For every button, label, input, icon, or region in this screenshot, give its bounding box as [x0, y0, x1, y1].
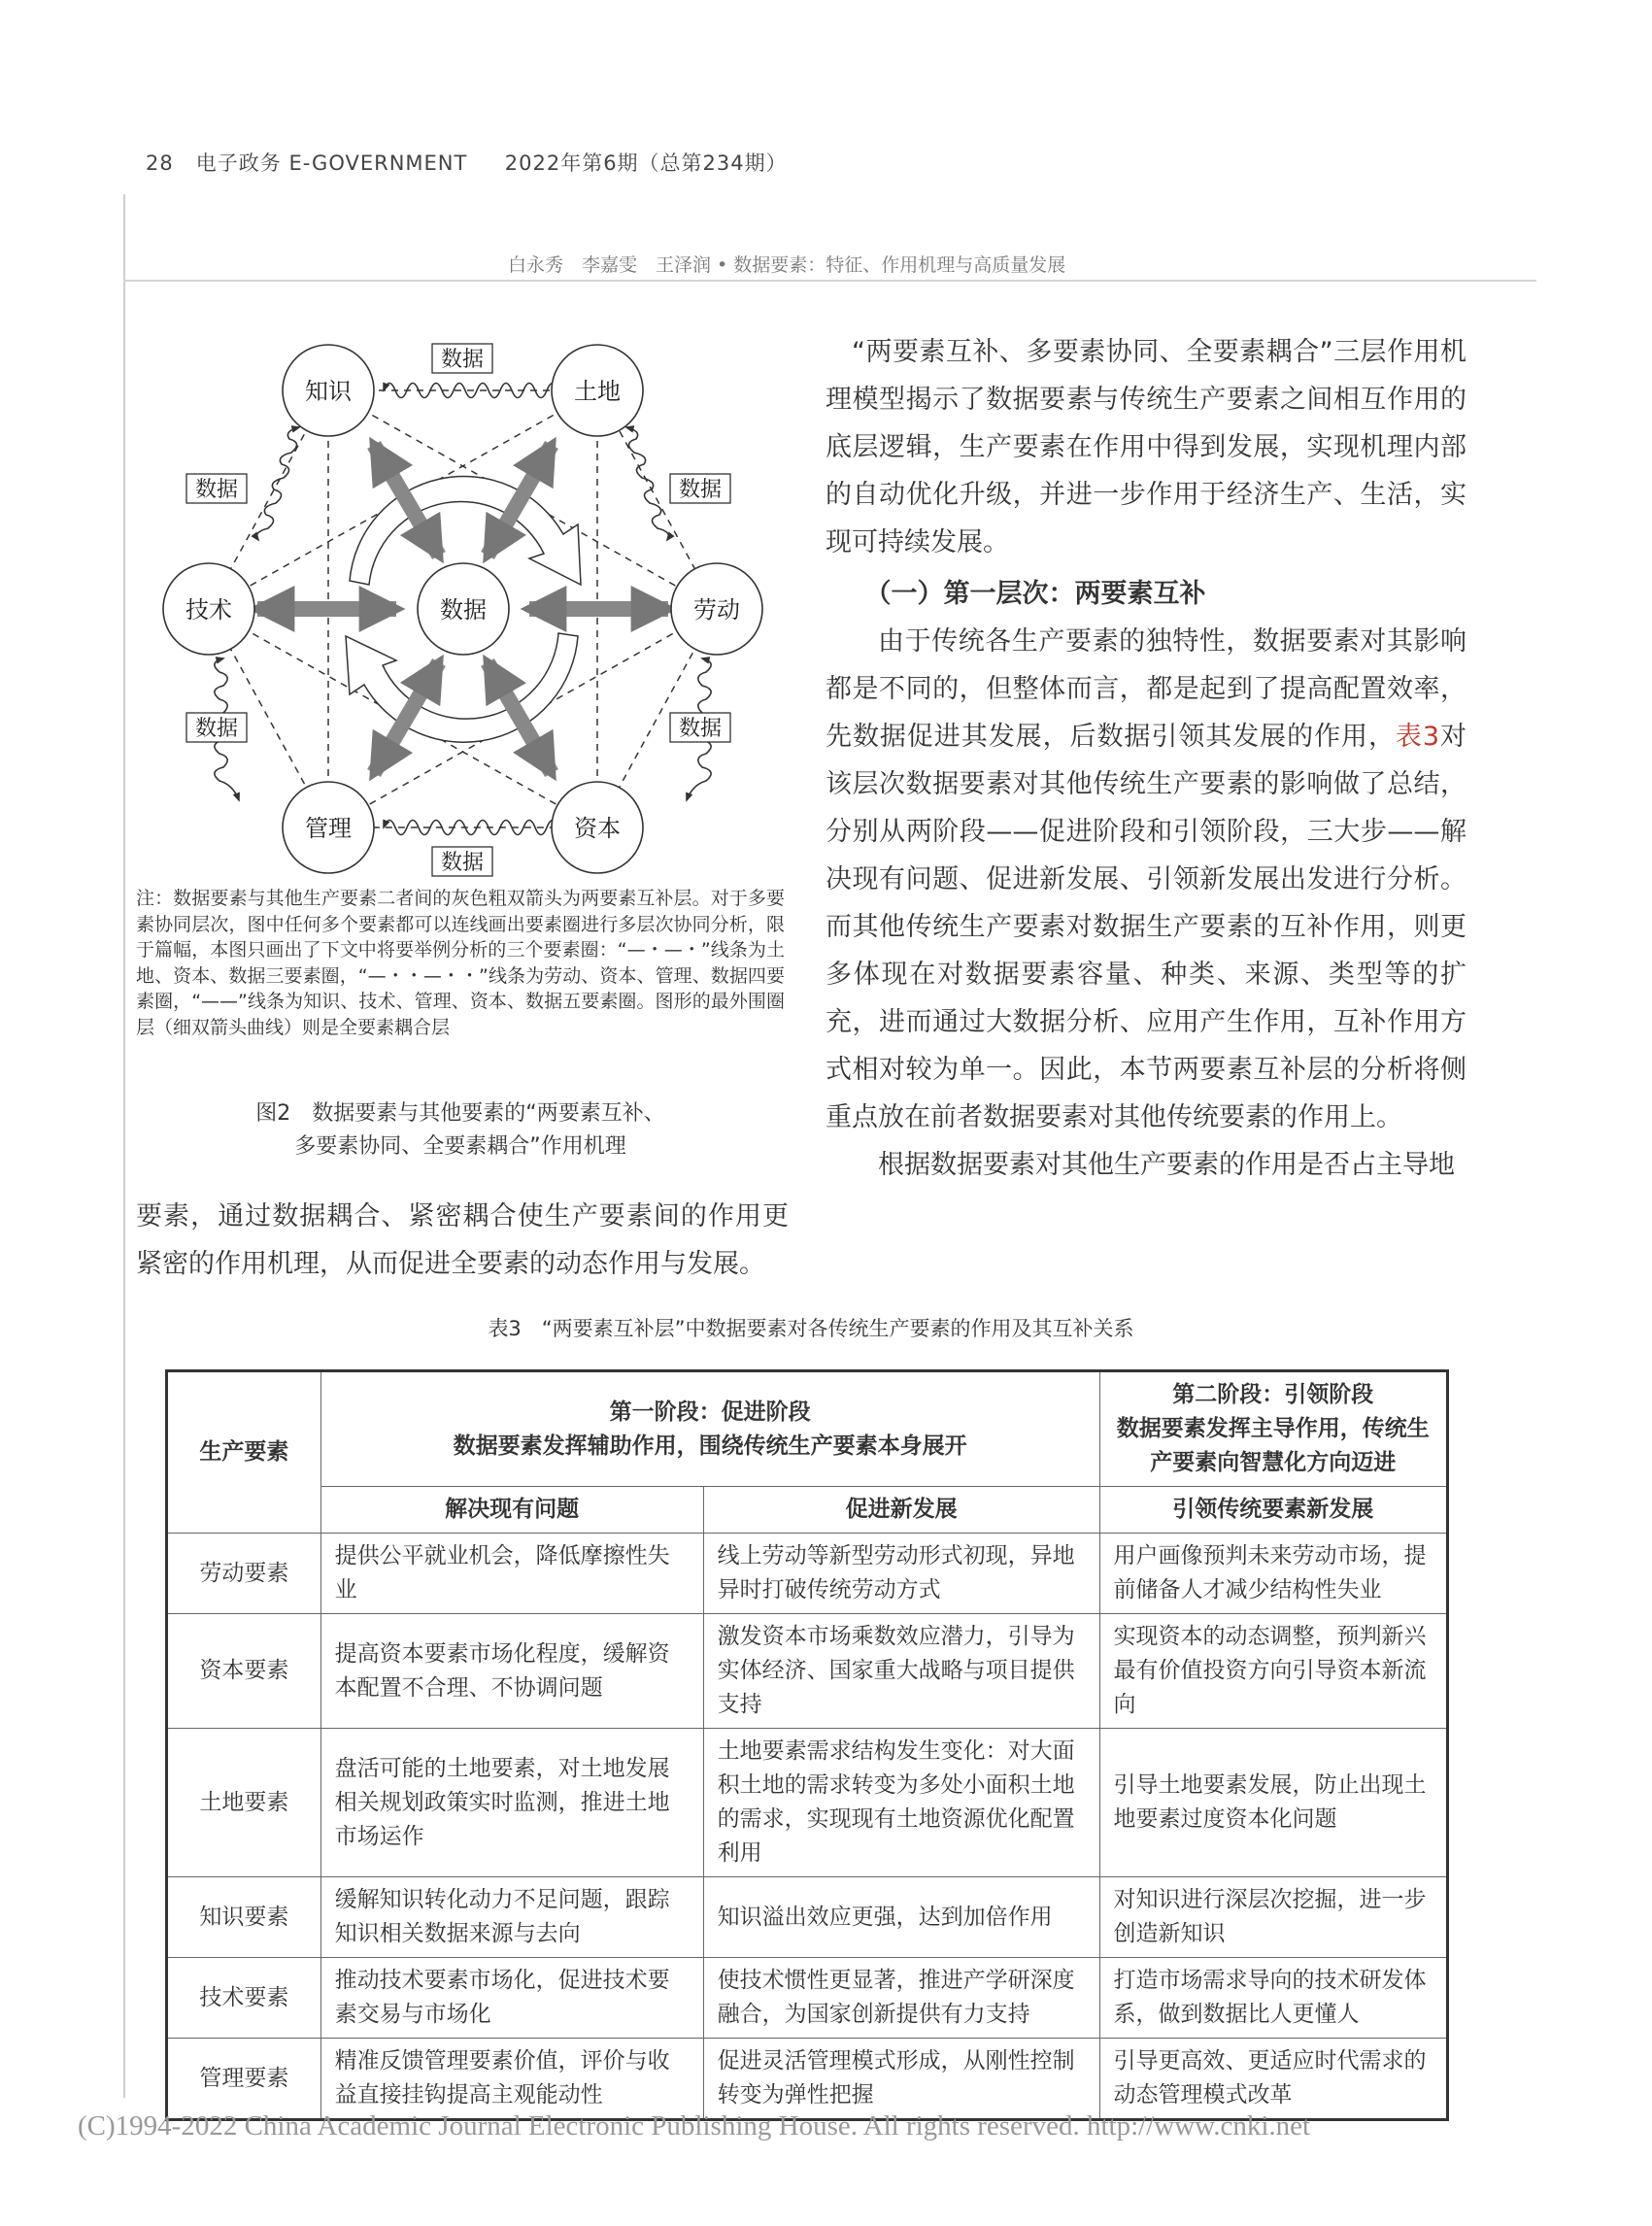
section-heading: （一）第一层次：两要素互补	[864, 579, 1206, 609]
table-row	[167, 1614, 1448, 1729]
header-stage1	[320, 1371, 1099, 1487]
stage2-title: 第二阶段：引领阶段	[1172, 1382, 1374, 1407]
header-lead-development: 引领传统要素新发展	[1099, 1487, 1448, 1534]
svg-text:知识: 知识	[305, 378, 352, 405]
row-factor: 知识要素	[167, 1877, 321, 1958]
cell-lead: 引导更高效、更适应时代需求的动态管理模式改革	[1099, 2039, 1448, 2120]
right-column	[826, 328, 1467, 1189]
copyright-footer: (C)1994-2022 China Academic Journal Electronic Publishing House. All rights reserved. http://www.cnki.net	[78, 2110, 1311, 2142]
page-header	[146, 148, 788, 177]
table-3	[165, 1369, 1449, 2121]
table-row	[167, 1534, 1448, 1614]
cell-solve: 提供公平就业机会，降低摩擦性失业	[320, 1534, 703, 1614]
svg-text:技术: 技术	[185, 596, 232, 624]
table-reference-link[interactable]: 表3	[1395, 722, 1440, 752]
stage1-title: 第一阶段：促进阶段	[609, 1399, 811, 1425]
edge-label-upper-right	[670, 474, 730, 503]
edge-label-lower-left	[186, 713, 247, 742]
svg-text:数据: 数据	[194, 717, 239, 741]
table-row	[167, 2039, 1448, 2120]
header-rule	[123, 280, 1536, 282]
cell-solve: 精准反馈管理要素价值，评价与收益直接挂钩提高主观能动性	[320, 2039, 703, 2120]
cell-promote: 线上劳动等新型劳动形式初现，异地异时打破传统劳动方式	[703, 1534, 1099, 1614]
p2-text-b: 对该层次数据要素对其他传统生产要素的影响做了总结，分别从两阶段——促进阶段和引领阶段，三大步——解决现有问题、促进新发展、引领新发展出发进行分析。而其他传统生产要素对数据生产要素的互补作用，则更多体现在对数据要素容量、种类、来源、类型等的扩充，进而通过大数据分析、应用产生作用，互补作用方式相对较为单一。因此，本节两要素互补层的分析将侧重点放在前者数据要素对其他传统要素的作用上。	[826, 722, 1467, 1132]
header-stage2	[1099, 1371, 1448, 1487]
mechanism-diagram	[136, 330, 796, 884]
cell-promote: 使技术惯性更显著，推进产学研深度融合，为国家创新提供有力支持	[703, 1958, 1099, 2039]
cell-lead: 用户画像预判未来劳动市场，提前储备人才减少结构性失业	[1099, 1534, 1448, 1614]
cell-lead: 打造市场需求导向的技术研发体系，做到数据比人更懂人	[1099, 1958, 1448, 2039]
node-land	[552, 345, 643, 436]
page-number: 28	[146, 152, 174, 175]
table-caption: 表3 “两要素互补层”中数据要素对各传统生产要素的作用及其互补关系	[488, 1317, 1134, 1340]
left-rule	[123, 194, 125, 2098]
cell-solve: 盘活可能的土地要素，对土地发展相关规划政策实时监测，推进土地市场运作	[320, 1729, 703, 1877]
cell-lead: 实现资本的动态调整，预判新兴最有价值投资方向引导资本新流向	[1099, 1614, 1448, 1729]
svg-text:劳动: 劳动	[693, 596, 740, 624]
edge-label-top	[432, 344, 492, 373]
svg-text:数据: 数据	[678, 478, 723, 502]
figure-note: 注：数据要素与其他生产要素二者间的灰色粗双箭头为两要素互补层。对于多要素协同层次，图中任何多个要素都可以连线画出要素圈进行多层次协同分析，限于篇幅，本图只画出了下文中将要举例分析的三个要素圈：“—・—・”线条为土地、资本、数据三要素圈，“—・・—・・”线条为劳动、资本、管理、数据四要素圈，“——”线条为知识、技术、管理、资本、数据五要素圈。图形的最外围圈层（细双箭头曲线）则是全要素耦合层	[136, 888, 785, 1038]
stage1-subtitle: 数据要素发挥辅助作用，围绕传统生产要素本身展开	[453, 1433, 967, 1459]
table-row	[167, 1877, 1448, 1958]
figure-caption	[136, 1097, 785, 1164]
cell-promote: 知识溢出效应更强，达到加倍作用	[703, 1877, 1099, 1958]
cell-promote: 土地要素需求结构发生变化：对大面积土地的需求转变为多处小面积土地的需求，实现现有土地资源优化配置利用	[703, 1729, 1099, 1877]
cell-solve: 提高资本要素市场化程度，缓解资本配置不合理、不协调问题	[320, 1614, 703, 1729]
right-paragraph-2	[826, 618, 1467, 1141]
svg-text:数据: 数据	[440, 851, 485, 875]
table-row	[167, 1958, 1448, 2039]
right-paragraph-1: “两要素互补、多要素协同、全要素耦合”三层作用机理模型揭示了数据要素与传统生产要素之间相互作用的底层逻辑，生产要素在作用中得到发展，实现机理内部的自动优化升级，并进一步作用于经济生产、生活，实现可持续发展。	[826, 337, 1467, 557]
edge-label-upper-left	[186, 474, 247, 503]
row-factor: 土地要素	[167, 1729, 321, 1877]
node-capital	[552, 782, 643, 873]
issue-info: 2022年第6期（总第234期）	[504, 152, 788, 175]
cell-solve: 推动技术要素市场化，促进技术要素交易与市场化	[320, 1958, 703, 2039]
header-solve-problems: 解决现有问题	[320, 1487, 703, 1534]
node-technology	[163, 563, 254, 655]
svg-text:数据: 数据	[440, 596, 487, 624]
row-factor: 技术要素	[167, 1958, 321, 2039]
node-knowledge	[283, 345, 374, 436]
cell-lead: 对知识进行深层次挖掘，进一步创造新知识	[1099, 1877, 1448, 1958]
cell-promote: 激发资本市场乘数效应潜力，引导为实体经济、国家重大战略与项目提供支持	[703, 1614, 1099, 1729]
cell-solve: 缓解知识转化动力不足问题，跟踪知识相关数据来源与去向	[320, 1877, 703, 1958]
stage2-subtitle: 数据要素发挥主导作用，传统生产要素向智慧化方向迈进	[1116, 1416, 1430, 1475]
cell-lead: 引导土地要素发展，防止出现土地要素过度资本化问题	[1099, 1729, 1448, 1877]
row-factor: 管理要素	[167, 2039, 321, 2120]
node-management	[283, 782, 374, 873]
edge-label-bottom	[432, 847, 492, 876]
figure-caption-line1: 图2 数据要素与其他要素的“两要素互补、	[255, 1101, 665, 1126]
header-promote-development: 促进新发展	[703, 1487, 1099, 1534]
header-factor: 生产要素	[167, 1371, 321, 1534]
row-factor: 劳动要素	[167, 1534, 321, 1614]
figure-caption-line2: 多要素协同、全要素耦合”作用机理	[294, 1134, 626, 1159]
svg-text:数据: 数据	[194, 478, 239, 502]
left-column-text	[136, 1193, 789, 1288]
svg-text:数据: 数据	[678, 717, 723, 741]
svg-text:土地: 土地	[574, 378, 621, 405]
svg-text:资本: 资本	[574, 815, 621, 842]
running-title: 白永秀 李嘉雯 王泽润 • 数据要素：特征、作用机理与高质量发展	[508, 254, 1066, 276]
left-paragraph: 要素，通过数据耦合、紧密耦合使生产要素间的作用更紧密的作用机理，从而促进全要素的动态作用与发展。	[136, 1201, 789, 1279]
edge-label-lower-right	[670, 713, 730, 742]
p2-text-a: 由于传统各生产要素的独特性，数据要素对其影响都是不同的，但整体而言，都是起到了提高配置效率，先数据促进其发展，后数据引领其发展的作用，	[826, 626, 1467, 752]
node-labor	[671, 563, 762, 655]
row-factor: 资本要素	[167, 1614, 321, 1729]
right-paragraph-3: 根据数据要素对其他生产要素的作用是否占主导地	[878, 1150, 1455, 1180]
svg-text:数据: 数据	[440, 348, 485, 372]
journal-name: 电子政务 E-GOVERNMENT	[195, 152, 468, 175]
node-data	[418, 563, 509, 655]
table-row	[167, 1729, 1448, 1877]
svg-text:管理: 管理	[305, 815, 352, 842]
cell-promote: 促进灵活管理模式形成，从刚性控制转变为弹性把握	[703, 2039, 1099, 2120]
